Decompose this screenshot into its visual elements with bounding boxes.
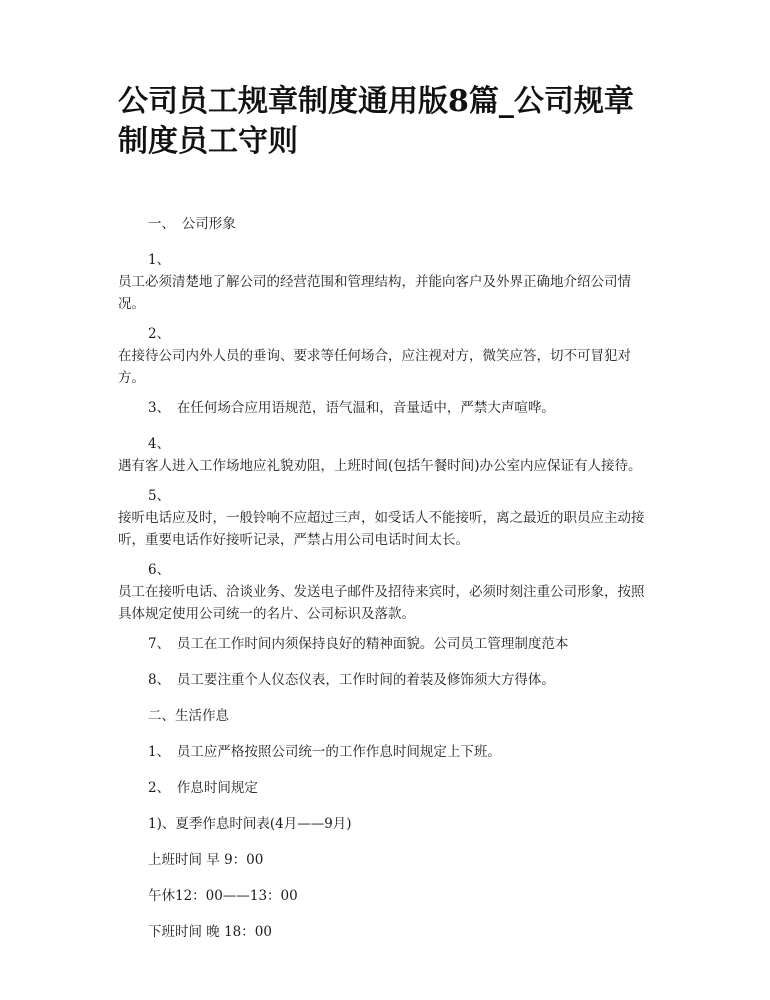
schedule-line: 午休12：00——13：00 (148, 888, 298, 904)
list-item (118, 559, 652, 625)
list-item: 2、 作息时间规定 (148, 780, 258, 796)
list-item: 7、 员工在工作时间内须保持良好的精神面貌。公司员工管理制度范本 (148, 636, 569, 652)
list-item-text: 在接待公司内外人员的垂询、要求等任何场合，应注视对方，微笑应答，切不可冒犯对方。 (118, 348, 631, 386)
list-item (118, 249, 652, 315)
list-item-text: 接听电话应及时，一般铃响不应超过三声，如受话人不能接听，离之最近的职员应主动接听，重要电话作好接听记录，严禁占用公司电话时间太长。 (118, 510, 645, 548)
list-item-number: 4、 (148, 436, 171, 452)
list-item-number: 6、 (148, 562, 171, 578)
list-item: 1)、夏季作息时间表(4月——9月) (148, 816, 352, 832)
schedule-line: 上班时间 早 9：00 (148, 852, 264, 868)
list-item-text: 员工必须清楚地了解公司的经营范围和管理结构，并能向客户及外界正确地介绍公司情况。 (118, 274, 631, 312)
list-item (118, 485, 652, 551)
section-heading-daily-schedule: 二、生活作息 (148, 708, 229, 724)
list-item-number: 5、 (148, 488, 171, 504)
list-item-text: 遇有客人进入工作场地应礼貌劝阻，上班时间(包括午餐时间)办公室内应保证有人接待。 (118, 458, 642, 474)
document-title: 公司员工规章制度通用版8篇_公司规章制度员工守则 (118, 84, 634, 159)
section-heading-company-image: 一、 公司形象 (148, 216, 236, 232)
list-item-number: 2、 (148, 326, 171, 342)
list-item: 1、 员工应严格按照公司统一的工作作息时间规定上下班。 (148, 744, 501, 760)
list-item (118, 433, 652, 477)
list-item-text: 员工在接听电话、洽谈业务、发送电子邮件及招待来宾时，必须时刻注重公司形象，按照具体规定使用公司统一的名片、公司标识及落款。 (118, 584, 645, 622)
list-item: 3、 在任何场合应用语规范，语气温和，音量适中，严禁大声喧哗。 (148, 400, 555, 416)
schedule-line: 下班时间 晚 18：00 (148, 924, 272, 940)
list-item (118, 323, 652, 389)
list-item: 8、 员工要注重个人仪态仪表，工作时间的着装及修饰须大方得体。 (148, 672, 555, 688)
document-body (118, 213, 652, 957)
list-item-number: 1、 (148, 252, 171, 268)
